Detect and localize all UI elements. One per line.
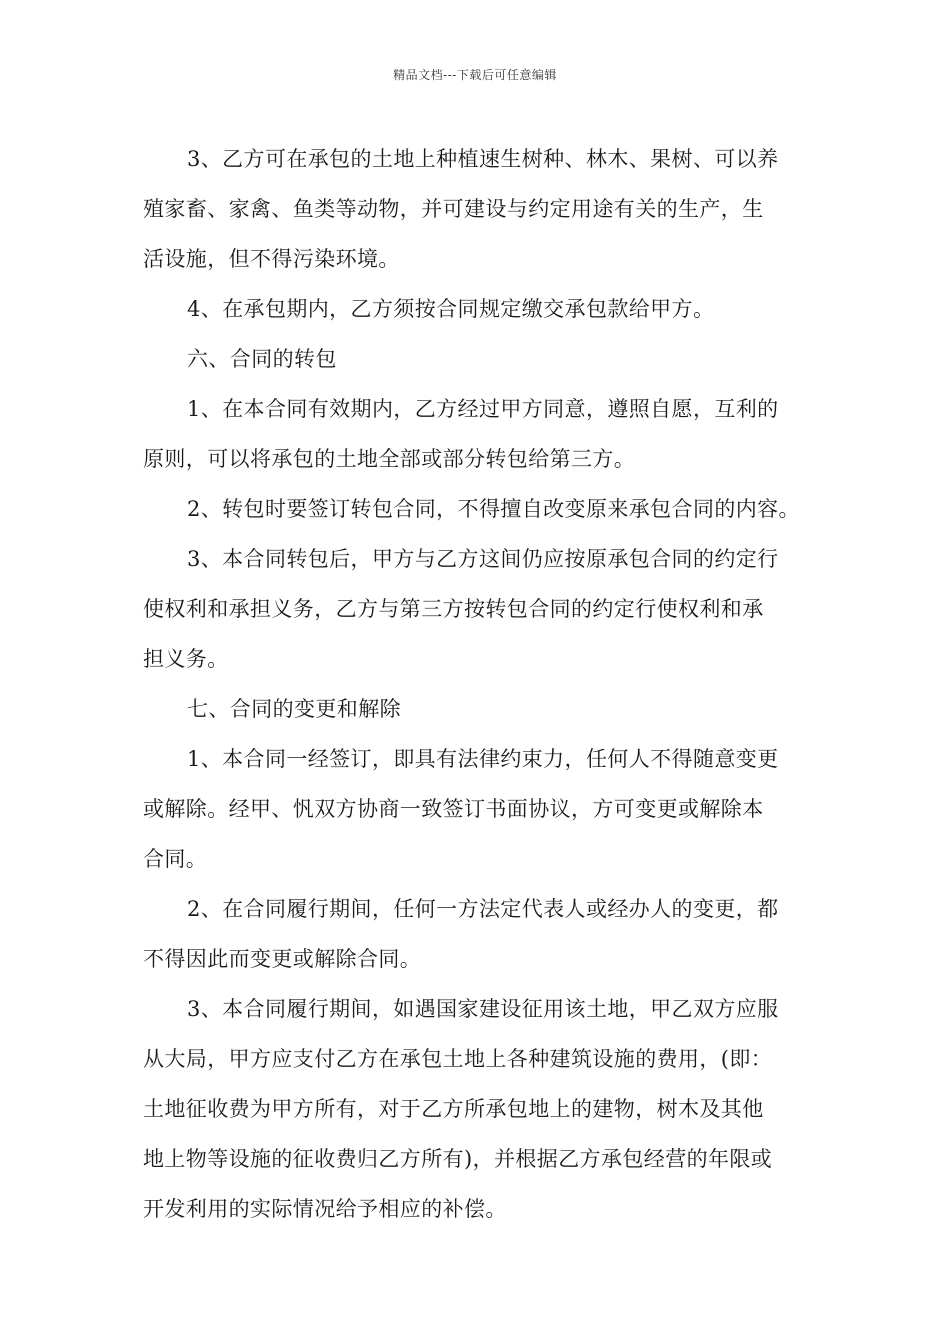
text-line: 原则，可以将承包的土地全部或部分转包给第三方。 (143, 447, 636, 471)
text-line: 活设施，但不得污染环境。 (143, 247, 400, 271)
text-line: 4、在承包期内，乙方须按合同规定缴交承包款给甲方。 (187, 297, 715, 321)
text-line: 3、本合同履行期间，如遇国家建设征用该土地，甲乙双方应服 (187, 997, 779, 1021)
text-line: 开发利用的实际情况给予相应的补偿。 (143, 1197, 507, 1221)
text-line: 3、乙方可在承包的土地上种植速生树种、林木、果树、可以养 (187, 147, 779, 171)
section-heading: 七、合同的变更和解除 (187, 697, 401, 721)
text-line: 地上物等设施的征收费归乙方所有)，并根据乙方承包经营的年限或 (143, 1147, 773, 1171)
text-line: 1、本合同一经签订，即具有法律约束力，任何人不得随意变更 (187, 747, 779, 771)
text-line: 担义务。 (143, 647, 229, 671)
text-line: 2、转包时要签订转包合同，不得擅自改变原来承包合同的内容。 (187, 497, 800, 521)
text-line: 3、本合同转包后，甲方与乙方这间仍应按原承包合同的约定行 (187, 547, 779, 571)
text-line: 1、在本合同有效期内，乙方经过甲方同意，遵照自愿，互利的 (187, 397, 779, 421)
section-heading: 六、合同的转包 (187, 347, 337, 371)
text-line: 使权利和承担义务，乙方与第三方按转包合同的约定行使权利和承 (143, 597, 764, 621)
text-line: 或解除。经甲、忛双方协商一致签订书面协议，方可变更或解除本 (143, 797, 764, 821)
text-line: 土地征收费为甲方所有，对于乙方所承包地上的建物，树木及其他 (143, 1097, 764, 1121)
text-line: 不得因此而变更或解除合同。 (143, 947, 422, 971)
page-header: 精品文档---下载后可任意编辑 (393, 68, 557, 82)
text-line: 从大局，甲方应支付乙方在承包土地上各种建筑设施的费用，(即： (143, 1047, 773, 1071)
document-body (143, 134, 811, 1234)
text-line: 2、在合同履行期间，任何一方法定代表人或经办人的变更，都 (187, 897, 779, 921)
text-line: 殖家畜、家禽、鱼类等动物，并可建设与约定用途有关的生产，生 (143, 197, 764, 221)
text-line: 合同。 (143, 847, 208, 871)
